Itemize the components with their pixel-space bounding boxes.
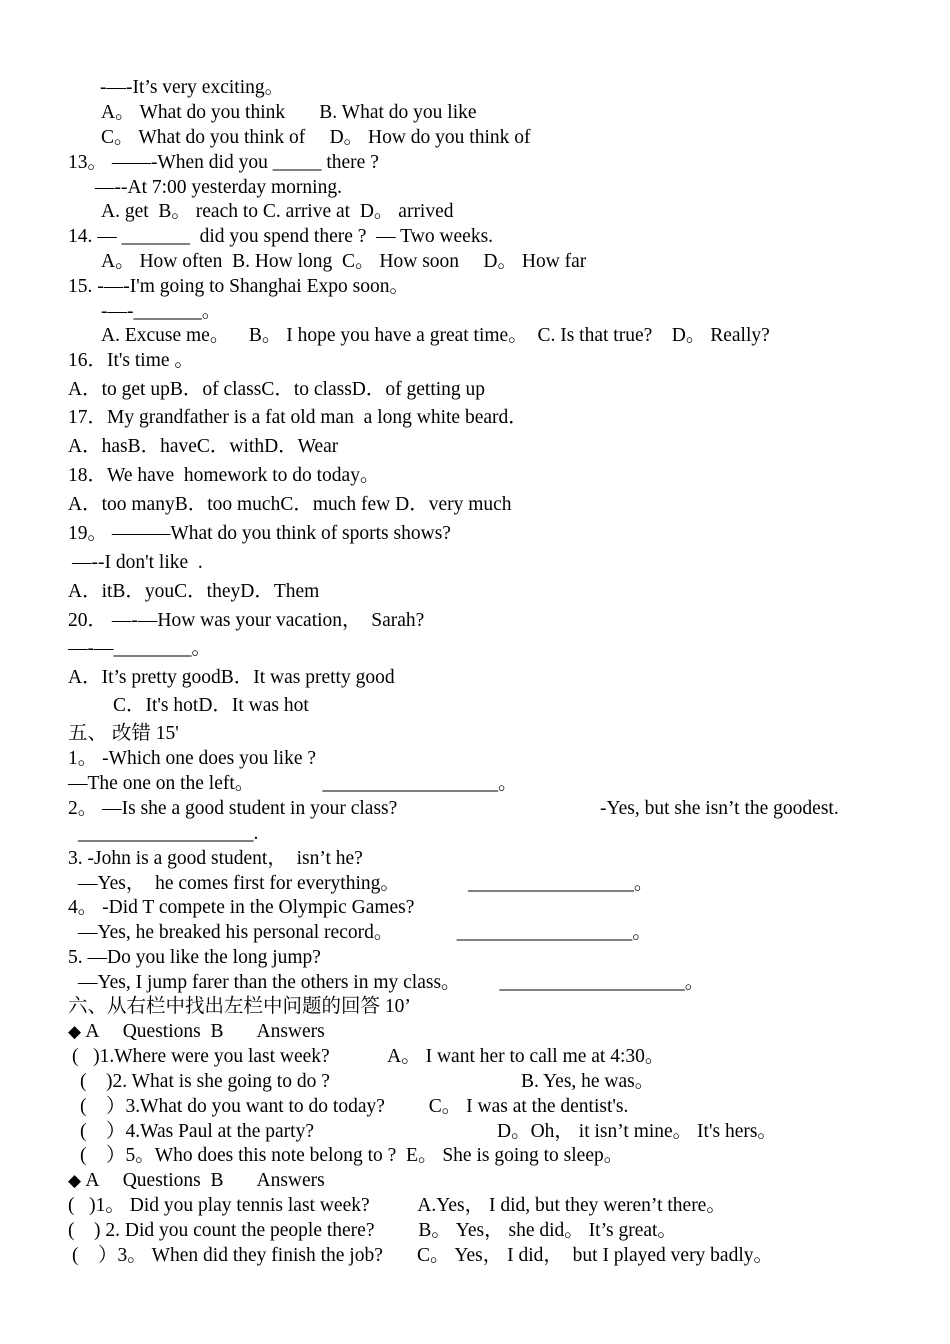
line-39: ( )1.Where were you last week? A。 I want her to call me at 4:30。 (72, 1046, 665, 1067)
line-26: 1。 -Which one does you like ? (68, 748, 317, 769)
black-diamond-icon: ◆ (68, 1171, 86, 1190)
line-12: 16．It's time 。 (68, 350, 194, 371)
line-8: A。 How often B. How long C。 How soon D。 How far (101, 251, 587, 272)
line-28: 2。 —Is she a good student in your class? (68, 798, 398, 819)
line-33: 4。 -Did T compete in the Olympic Games? (68, 897, 415, 918)
line-23: A．It’s pretty goodB．It was pretty good (68, 667, 395, 688)
line-11: A. Excuse me。 B。 I hope you have a great time。 C. Is that true? D。 Really? (101, 325, 770, 346)
match-header-2: ◆ A Questions B Answers (68, 1170, 325, 1191)
line-9: 15. -—-I'm going to Shanghai Expo soon。 (68, 276, 409, 297)
line-10: -—-_______。 (101, 301, 222, 322)
line-21: 20． —-—How was your vacation， Sarah? (68, 610, 425, 631)
line-49: ( ）3。 When did they finish the job? C。 Yes， I did， but I played very badly。 (72, 1245, 774, 1266)
section-6-heading: 六、从右栏中找出左栏中问题的回答 10’ (68, 996, 411, 1017)
line-5: —--At 7:00 yesterday morning. (95, 177, 342, 198)
line-34: —Yes, he breaked his personal record。 __________________。 (78, 922, 652, 943)
line-43: ( ）4.Was Paul at the party? (80, 1121, 314, 1142)
line-20: A．itB．youC．theyD．Them (68, 581, 320, 602)
line-31: 3. -John is a good student， isn’t he? (68, 848, 363, 869)
line-6: A. get B。 reach to C. arrive at D。 arrived (101, 201, 454, 222)
line-42: ( ）3.What do you want to do today? C。 I was at the dentist's. (80, 1096, 629, 1117)
section-5-heading: 五、 改错 15' (68, 723, 179, 744)
line-22: —-—________。 (68, 638, 211, 659)
line-3: C。 What do you think of D。 How do you think of (101, 127, 531, 148)
line-15: A．hasB．haveC．withD．Wear (68, 436, 339, 457)
line-40: ( )2. What is she going to do ? (80, 1071, 330, 1092)
line-17: A．too manyB．too muchC．much few D．very much (68, 494, 512, 515)
line-13: A．to get upB．of classC．to classD．of getting up (68, 379, 486, 400)
line-41: B. Yes, he was。 (521, 1071, 655, 1092)
line-44: D。Oh， it isn’t mine。 It's hers。 (497, 1121, 777, 1142)
line-4: 13。 ——-When did you _____ there ? (68, 152, 379, 173)
line-18: 19。 ———What do you think of sports shows? (68, 523, 451, 544)
line-29: -Yes, but she isn’t the goodest. (600, 798, 839, 819)
line-36: —Yes, I jump farer than the others in my class。 ___________________。 (78, 972, 705, 993)
line-27: —The one on the left。 __________________。 (68, 773, 518, 794)
line-24: C．It's hotD．It was hot (113, 695, 309, 716)
line-14: 17．My grandfather is a fat old man a long white beard． (68, 407, 528, 428)
line-32: —Yes， he comes first for everything。 _________________。 (78, 873, 654, 894)
black-diamond-icon: ◆ (68, 1022, 86, 1041)
line-2: A。 What do you think B. What do you like (101, 102, 477, 123)
line-47: ( )1。 Did you play tennis last week? A.Yes， I did, but they weren’t there。 (68, 1195, 726, 1216)
line-7: 14. — _______ did you spend there ? — Two weeks. (68, 226, 494, 247)
match-header-1: ◆ A Questions B Answers (68, 1021, 325, 1042)
line-35: 5. —Do you like the long jump? (68, 947, 321, 968)
line-30: __________________. (78, 823, 259, 844)
line-16: 18．We have homework to do today。 (68, 465, 380, 486)
line-19: —--I don't like . (72, 552, 203, 573)
line-1: -—-It’s very exciting。 (100, 77, 285, 98)
line-48: ( ) 2. Did you count the people there? B。 Yes， she did。 It’s great。 (68, 1220, 677, 1241)
line-45: ( ）5。Who does this note belong to ? E。 She is going to sleep。 (80, 1145, 624, 1166)
